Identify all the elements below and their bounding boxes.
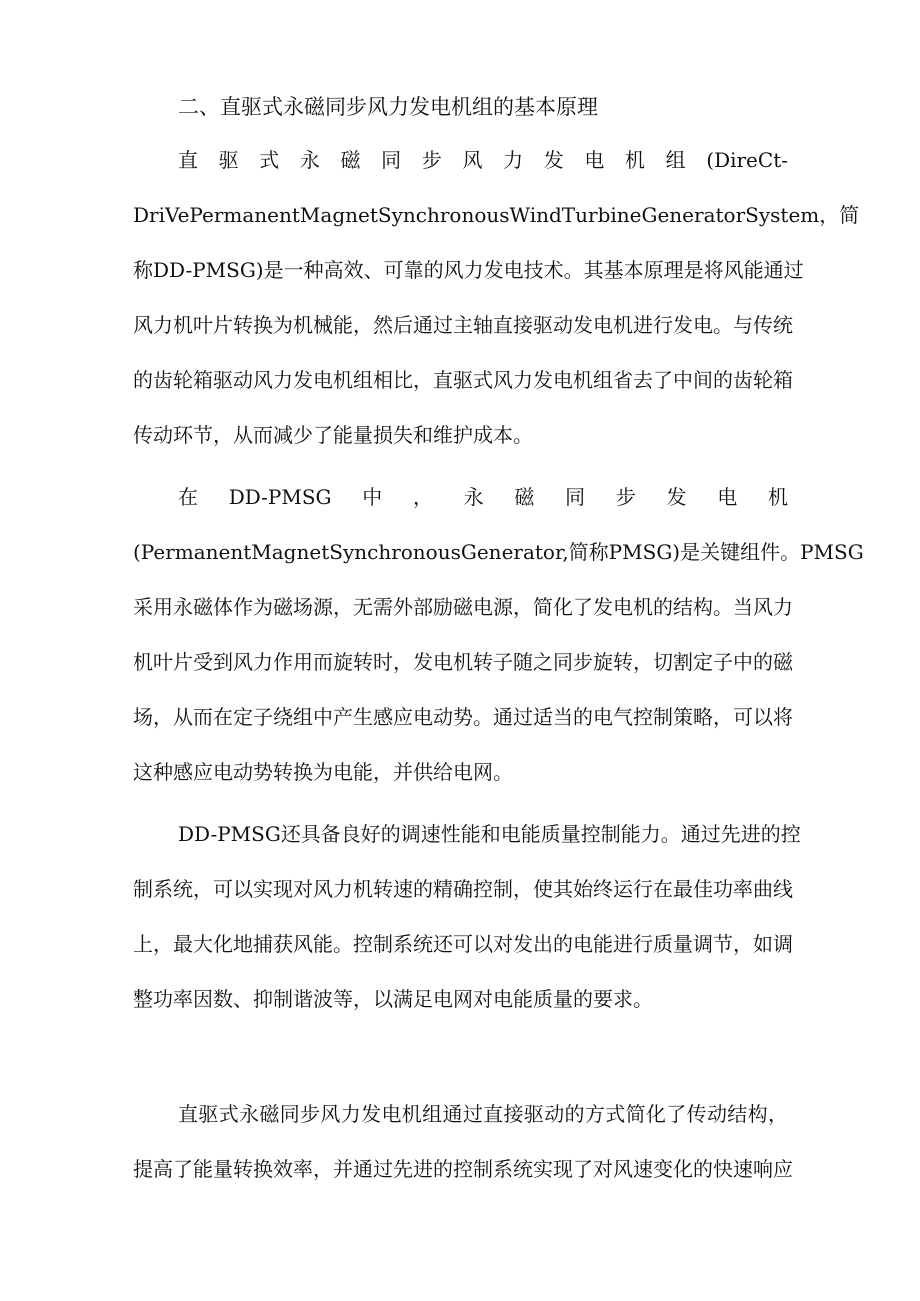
paragraph-1-line-6: 传动环节，从而减少了能量损失和维护成本。 <box>133 423 533 447</box>
paragraph-4-line-2: 提高了能量转换效率，并通过先进的控制系统实现了对风速变化的快速响应 <box>133 1157 793 1181</box>
paragraph-2-line-4: 机叶片受到风力作用而旋转时，发电机转子随之同步旋转，切割定子中的磁 <box>133 650 793 674</box>
paragraph-3-line-1: DD-PMSG还具备良好的调速性能和电能质量控制能力。通过先进的控 <box>178 822 801 846</box>
paragraph-4-line-1: 直驱式永磁同步风力发电机组通过直接驱动的方式简化了传动结构， <box>178 1102 788 1126</box>
paragraph-3-line-4: 整功率因数、抑制谐波等，以满足电网对电能质量的要求。 <box>133 987 653 1011</box>
paragraph-1-line-3: 称DD-PMSG)是一种高效、可靠的风力发电技术。其基本原理是将风能通过 <box>133 258 804 282</box>
paragraph-1-line-5: 的齿轮箱驱动风力发电机组相比，直驱式风力发电机组省去了中间的齿轮箱 <box>133 368 793 392</box>
paragraph-2-line-3: 采用永磁体作为磁场源，无需外部励磁电源，简化了发电机的结构。当风力 <box>133 595 793 619</box>
paragraph-3-line-2: 制系统，可以实现对风力机转速的精确控制，使其始终运行在最佳功率曲线 <box>133 877 793 901</box>
paragraph-1-line-2: DriVePermanentMagnetSynchronousWindTurbineGeneratorSystem，简 <box>133 203 860 227</box>
paragraph-2-line-6: 这种感应电动势转换为电能，并供给电网。 <box>133 760 513 784</box>
paragraph-1-line-1: 直驱式永磁同步风力发电机组(DireCt- <box>178 148 788 172</box>
paragraph-1-line-4: 风力机叶片转换为机械能，然后通过主轴直接驱动发电机进行发电。与传统 <box>133 313 793 337</box>
paragraph-2-line-1: 在DD-PMSG中，永磁同步发电机 <box>178 485 788 509</box>
paragraph-3-line-3: 上，最大化地捕获风能。控制系统还可以对发出的电能进行质量调节，如调 <box>133 932 793 956</box>
paragraph-2-line-5: 场，从而在定子绕组中产生感应电动势。通过适当的电气控制策略，可以将 <box>133 705 793 729</box>
paragraph-2-line-2: (PermanentMagnetSynchronousGenerator,简称PMSG)是关键组件。PMSG <box>133 540 864 564</box>
section-heading: 二、直驱式永磁同步风力发电机组的基本原理 <box>178 95 598 119</box>
